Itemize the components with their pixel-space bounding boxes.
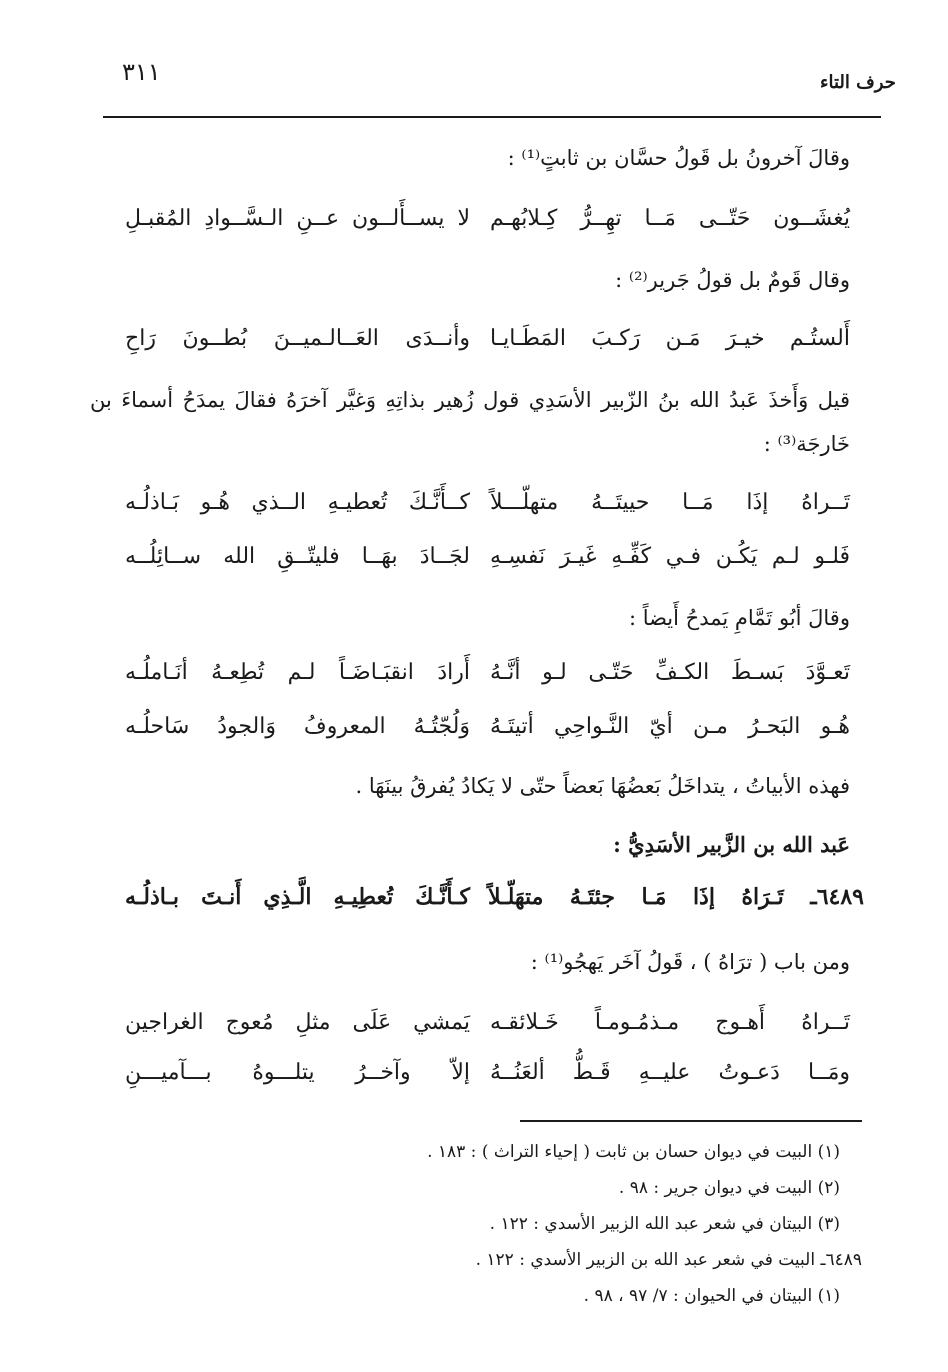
verse-3-second-hemistich: كــأَنَّـكَ تُعطيـهِ الــذي هُـو بَـاذلُـه	[125, 490, 470, 515]
verse-4-first-hemistich: فَلـو لـم يَكُـن فـي كَفِّـهِ غَيـرَ نَفسِـهِ	[490, 544, 850, 569]
verse-2-first-hemistich: أَلستُـم خيـرَ مَـن رَكـبَ المَطَـايـا	[490, 326, 850, 351]
verse-5-second-hemistich: أَرادَ انقبَـاضَـاً لـم تُطِعـهُ أنَـاملُـه	[125, 660, 470, 685]
verse-1-first-hemistich: يُغشَــون حَتّــى مَــا تهِــرُّ كِـلابُهـم	[490, 206, 850, 231]
paragraph-ibn-zubayr: قيل وَأَخذَ عَبدُ الله بنُ الزّبير الأسَدِي قول زُهير بذاتِهِ وَغيَّر آخرَهُ فقالَ يمدَحُ أسماءَ بن خَارجَة⁽³⁾ :	[90, 388, 850, 456]
running-header-chapter: حرف التاء	[820, 72, 896, 93]
verse-4-second-hemistich: لجَــادَ بهَــا فليتّــقِ الله ســائِلُــه	[125, 544, 470, 569]
footnote-4: (١) البيتان في الحيوان : ٧/ ٩٧ ، ٩٨ .	[583, 1286, 840, 1306]
intro-line-jarir: وقال قَومٌ بل قولُ جَرير⁽²⁾ :	[615, 268, 850, 292]
section-title: عَبد الله بن الزَّبير الأسَدِيُّ :	[613, 832, 850, 857]
verse-6-first-hemistich: هُـو البَحـرُ مـن أيّ النَّـواحِي أتيتَـهُ	[490, 714, 850, 739]
intro-line-satire: ومن باب ( ترَاهُ ) ، قَولُ آخَر يَهجُو⁽¹⁾ :	[530, 950, 850, 974]
verse-9-first-hemistich: ومَــا دَعـوتُ عليــهِ قَـطُّ ألعَنُــهُ	[490, 1060, 850, 1085]
footnote-divider	[520, 1120, 862, 1122]
page-number: ٣١١	[122, 58, 161, 86]
header-divider	[103, 116, 881, 118]
paragraph-summary: فهذه الأبياتُ ، يتداخَلُ بَعضُهَا بَعضاً حتّى لا يَكادُ يُفرقُ بينَهَا .	[355, 774, 850, 798]
footnote-6489: ٦٤٨٩ـ البيت في شعر عبد الله بن الزبير الأسدي : ١٢٢ .	[475, 1250, 862, 1270]
intro-line-hassan: وقالَ آخرونُ بل قَولُ حسَّان بن ثابتٍ⁽¹⁾ :	[507, 146, 850, 170]
verse-8-first-hemistich: تَــراهُ أَهـوج مـذمُـومـاً خَـلائقـه	[490, 1010, 850, 1035]
verse-9-second-hemistich: إلاّ وآخــرُ يتلـــوهُ بـــآميـــنِ	[125, 1060, 470, 1085]
verse-3-first-hemistich: تَــراهُ إذَا مَــا حييتَــهُ متهلّـــلاً	[490, 490, 850, 515]
footnote-2: (٢) البيت في ديوان جرير : ٩٨ .	[618, 1178, 840, 1198]
verse-6489-first-hemistich: ٦٤٨٩ـ تَـرَاهُ إذَا مَـا جئتَـهُ متهَلّـلاً	[488, 884, 864, 910]
verse-8-second-hemistich: يَمشي عَلَى مثلِ مُعوج الغراجين	[125, 1010, 470, 1035]
intro-line-abu-tammam: وقالَ أبُو تَمَّامِ يَمدحُ أَيضاً :	[628, 606, 850, 630]
verse-1-second-hemistich: لا يســأَلــون عــنِ الـسَّــوادِ المُقبـلِ	[125, 206, 470, 231]
verse-2-second-hemistich: وأنــدَى العَــالـميــنَ بُطــونَ رَاحِ	[125, 326, 470, 351]
verse-5-first-hemistich: تَعـوَّدَ بَسـطَ الكـفِّ حَتّـى لـو أنَّـهُ	[490, 660, 850, 685]
verse-6489-second-hemistich: كـأَنَّـكَ تُعطِيـهِ الَّـذِي أَنـتَ بـاذلُـه	[125, 884, 470, 910]
verse-6-second-hemistich: وَلُجّتُـهُ المعروفُ وَالجودُ سَاحلُـه	[125, 714, 470, 739]
footnote-1: (١) البيت في ديوان حسان بن ثابت ( إحياء التراث ) : ١٨٣ .	[427, 1142, 840, 1162]
footnote-3: (٣) البيتان في شعر عبد الله الزبير الأسدي : ١٢٢ .	[489, 1214, 840, 1234]
